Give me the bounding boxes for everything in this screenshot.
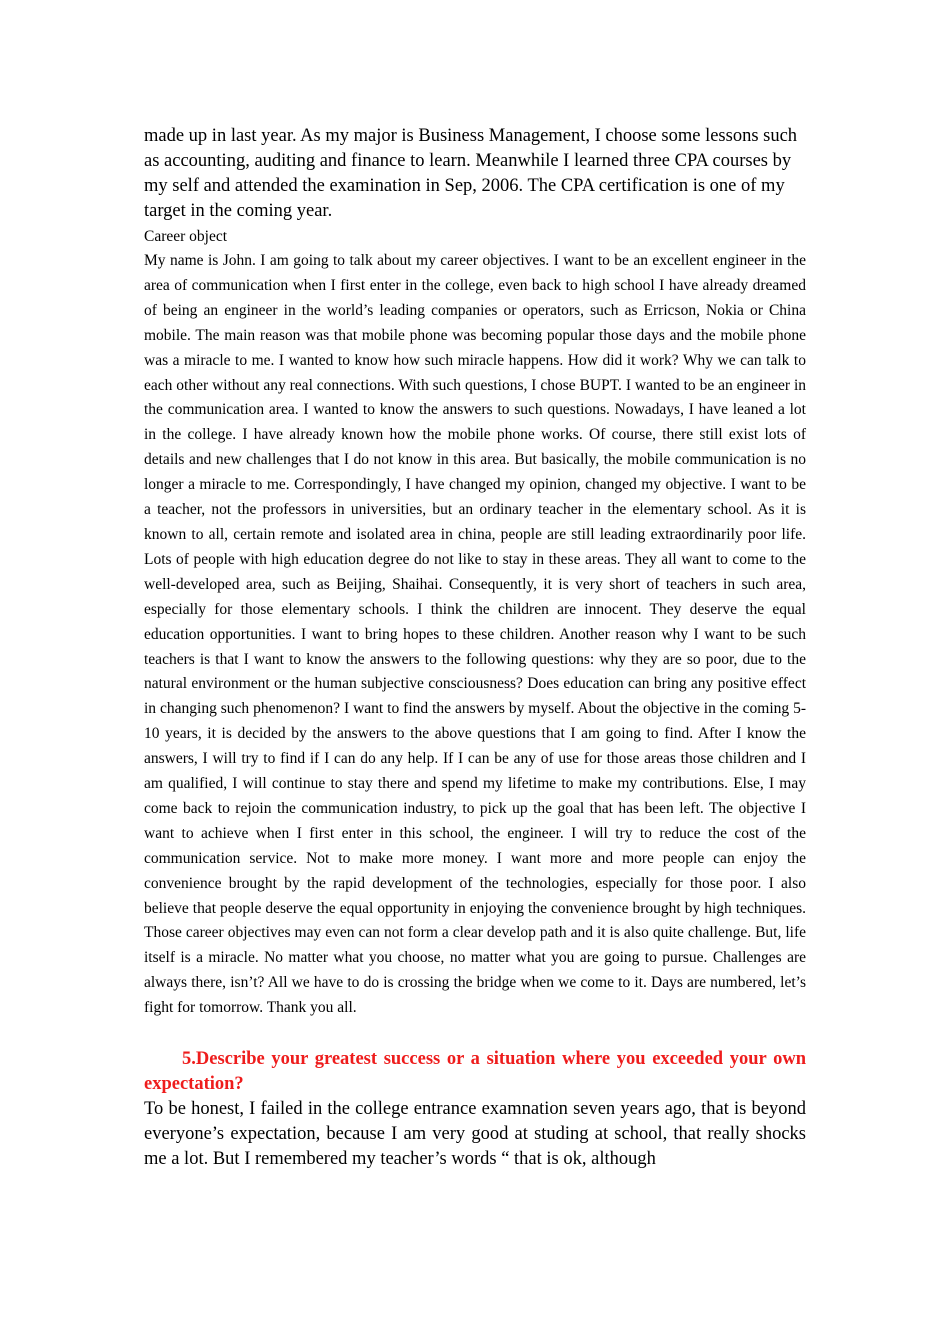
answer-paragraph: To be honest, I failed in the college entrance examnation seven years ago, that is beyond everyone’s expectation, because I am very good at studing at school, that really shocks me a lot. But I remembered my teacher’s words “ that is ok, although xyxy=(144,1099,806,1170)
document-page xyxy=(144,124,806,1172)
career-object-label: Career object xyxy=(144,228,228,245)
career-paragraph: My name is John. I am going to talk about my career objectives. I want to be an excellent engineer in the area of communication when I first enter in the college, even back to high school I have already dreamed of being an engineer in the world’s leading companies or operators, such as Erricson, Nokia or China mobile. The main reason was that mobile phone was becoming popular those days and the mobile phone was a miracle to me. I wanted to know how such miracle happens. How did it work? Why we can talk to each other without any real connections. With such questions, I chose BUPT. I wanted to be an engineer in the communication area. I wanted to know the answers to such questions. Nowadays, I have leaned a lot in the college. I have already known how the mobile phone works. Of course, there still exist lots of details and new challenges that I do not know in this area. But basically, the mobile communication is no longer a miracle to me. Correspondingly, I have changed my opinion, changed my objective. I want to be a teacher, not the professors in universities, but an ordinary teacher in the elementary school. As it is known to all, certain remote and isolated area in china, people are still leading extraordinarily poor life. Lots of people with high education degree do not like to stay in these areas. They all want to come to the well-developed area, such as Beijing, Shaihai. Consequently, it is very short of teachers in such area, especially for those elementary schools. I think the children are innocent. They deserve the equal education opportunities. I want to bring hopes to these children. Another reason why I want to be such teachers is that I want to know the answers to the following questions: why they are so poor, due to the natural environment or the human subjective consciousness? Does education can bring any positive effect in changing such phenomenon? I want to find the answers by myself. About the objective in the coming 5-10 years, it is decided by the answers to the above questions that I am going to find. After I know the answers, I will try to find if I can do any help. If I can be any of use for those areas those children and I am qualified, I will continue to stay there and spend my lifetime to make my contributions. Else, I may come back to rejoin the communication industry, to pick up the goal that has been left. The objective I want to achieve when I first enter in this school, the engineer. I will try to reduce the cost of the communication service. Not to make more money. I want more and more people can enjoy the convenience brought by the rapid development of the technologies, especially for those poor. I also believe that people deserve the equal opportunity in enjoying the convenience brought by high techniques. Those career objectives may even can not form a clear develop path and it is also quite challenge. But, life itself is a miracle. No matter what you choose, no matter what you are going to pursue. Challenges are always there, isn’t? All we have to do is crossing the bridge when we come to it. Days are numbered, let’s fight for tomorrow. Thank you all. xyxy=(144,252,806,1017)
intro-paragraph: made up in last year. As my major is Business Management, I choose some lessons such as accounting, auditing and finance to learn. Meanwhile I learned three CPA courses by my self and attended the examination in Sep, 2006. The CPA certification is one of my target in the coming year. xyxy=(144,126,798,221)
question-heading: 5.Describe your greatest success or a situation where you exceeded your own expectation? xyxy=(144,1049,806,1095)
